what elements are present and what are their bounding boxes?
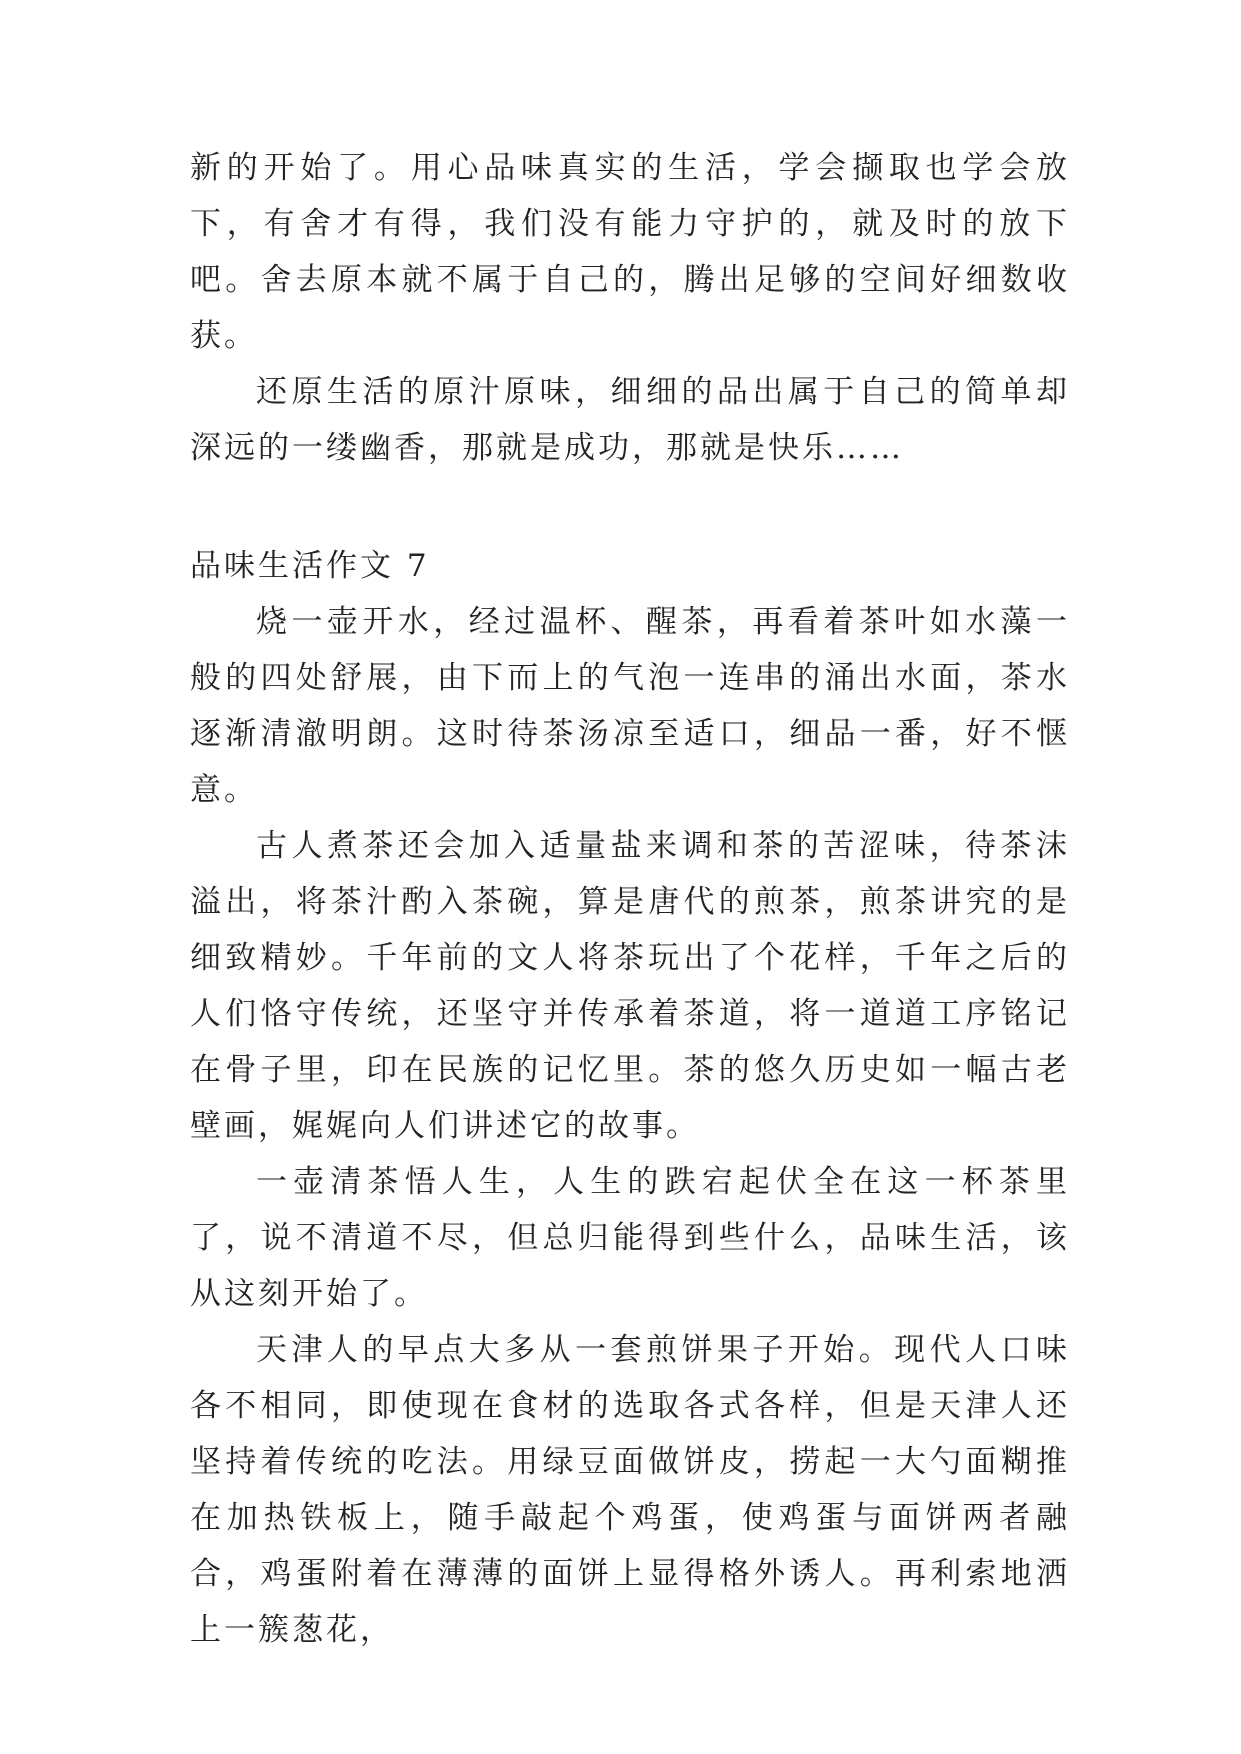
paragraph-continuation: 新的开始了。用心品味真实的生活，学会撷取也学会放下，有舍才有得，我们没有能力守护的，就及时的放下吧。舍去原本就不属于自己的，腾出足够的空间好细数收获。 <box>190 150 1070 354</box>
paragraph-closing: 还原生活的原汁原味，细细的品出属于自己的简单却深远的一缕幽香，那就是成功，那就是快乐…… <box>190 374 1070 466</box>
paragraph-ancient-tea: 古人煮茶还会加入适量盐来调和茶的苦涩味，待茶沫溢出，将茶汁酌入茶碗，算是唐代的煎茶，煎茶讲究的是细致精妙。千年前的文人将茶玩出了个花样，千年之后的人们恪守传统，还坚守并传承着茶道，将一道道工序铭记在骨子里，印在民族的记忆里。茶的悠久历史如一幅古老壁画，娓娓向人们讲述它的故事。 <box>190 828 1070 1144</box>
section-title: 品味生活作文 7 <box>190 548 430 584</box>
paragraph-tea-life: 一壶清茶悟人生，人生的跌宕起伏全在这一杯茶里了，说不清道不尽，但总归能得到些什么，品味生活，该从这刻开始了。 <box>190 1164 1070 1312</box>
paragraph-tea-brewing: 烧一壶开水，经过温杯、醒茶，再看着茶叶如水藻一般的四处舒展，由下而上的气泡一连串的涌出水面，茶水逐渐清澈明朗。这时待茶汤凉至适口，细品一番，好不惬意。 <box>190 604 1070 808</box>
paragraph-tianjin-breakfast: 天津人的早点大多从一套煎饼果子开始。现代人口味各不相同，即使现在食材的选取各式各样，但是天津人还坚持着传统的吃法。用绿豆面做饼皮，捞起一大勺面糊推在加热铁板上，随手敲起个鸡蛋，使鸡蛋与面饼两者融合，鸡蛋附着在薄薄的面饼上显得格外诱人。再利索地洒上一簇葱花， <box>190 1332 1070 1648</box>
document-page <box>190 140 1070 1658</box>
